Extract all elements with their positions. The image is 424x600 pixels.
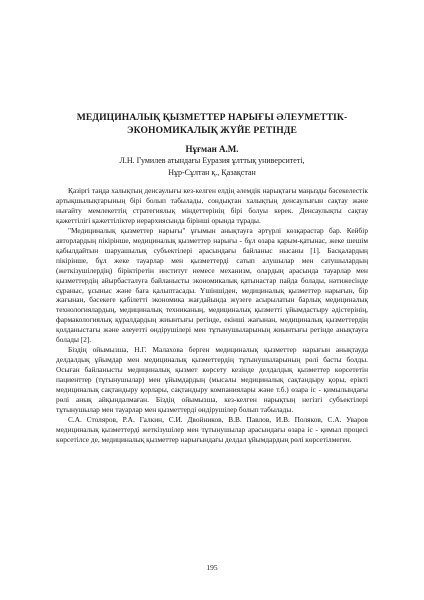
title-line-2: ЭКОНОМИКАЛЫҚ ЖҮЙЕ РЕТІНДЕ <box>127 125 297 136</box>
paragraph-2: "Медициналық қызметтер нарығы" ұғымын анықтауға әртүрлі көзқарастар бар. Кейбір авторлардың пікірінше, медициналық қызметтер нарығы - бұл өзара қарым-қатынас, жеке шешім қабылдайтын шаруашылық субъектілері арасындағы байланыс нысаны [1]. Басқалардың пікірінше, бұл жеке тауарлар мен қызметтерді сатып алушылар мен сатушылардың (жеткізушілердің) біріктіретін институт немесе механизм, олардың арасында тауарлар мен қызметтердің айырбасталуға байланысты экономикалық қатынастар пайда болады, нәтижесінде сұраныс, ұсыныс және баға қалыптасады. Үшіншіден, медициналық қызметтер нарығын, бір жағынан, бәсекеге қабілетті экономика жағдайында жүзеге асырылатын барлық медициналық технологиялардың, медициналық техниканың, медициналық қызметті ұйымдастыру әдістерінің, фармакологиялық құралдардың жиынтығы ретінде, екінші жағынан, медициналық қызметтердің қолданыстағы және әлеуетті өндірушілері мен тұтынушыларының жиынтығы ретінде анықтауға болады [2]. <box>56 225 368 345</box>
paragraph-4: С.А. Столяров, Р.А. Галкин, С.И. Двойников, В.В. Павлов, И.В. Поляков, С.А. Уваров медициналық қызметтерді жеткізушілер мен тұтынушылар арасындағы өзара іс - қимыл процесі көрсетілсе де, медициналық қызметтер нарығындағы делдал ұйымдардың рөлі көрсетілмеген. <box>56 414 368 444</box>
page-number: 195 <box>206 563 218 572</box>
author-name: Нұғман А.М. <box>185 144 239 154</box>
paragraph-1: Қазіргі таңда халықтың денсаулығы кез-келген елдің әлемдік нарықтағы маңызды бәсекелестік артықшылықтарының бірі болып табылады, сондықтан халықтың денсаулығын сақтау және нығайту мемлекеттің стратегиялық міндеттерінің бірі болуы керек. Денсаулықты сақтау қажеттілігі қажеттіліктер иерархиясында бірінші орында тұрады. <box>56 186 368 225</box>
paper-title <box>40 111 384 137</box>
body-text <box>56 186 368 445</box>
affiliation-city: Нұр-Сұлтан қ., Қазақстан <box>168 167 256 177</box>
title-line-1: МЕДИЦИНАЛЫҚ ҚЫЗМЕТТЕР НАРЫҒЫ ӘЛЕУМЕТТІК- <box>76 112 348 123</box>
paragraph-3: Біздің ойымызша, Н.Г. Малахова берген медициналық қызметтер нарығын анықтауда делдалдық ұйымдар мен медициналық қызметтердің тұтынушыларының рөлі басты болды. Осыған байланысты медициналық қызмет көрсету кезінде делдалдық қызметтер көрсететін пациенттер (тұтынушылар) мен ұйымдардың (мысалы медициналық сақтандыру қоры, ерікті медициналық сақтандыру қорлары, сақтандыру компаниялары және т.б.) өзара іс - қимылындағы рөлі анық айқындалмаған. Біздің ойымызша, кез-келген нарықтың негізгі субъектілері тұтынушылар мен тауарлар мен қызметтерді өндірушілер болып табылады. <box>56 345 368 414</box>
affiliation <box>40 155 384 178</box>
affiliation-university: Л.Н. Гумилев атындағы Еуразия ұлттық университеті, <box>119 156 305 165</box>
